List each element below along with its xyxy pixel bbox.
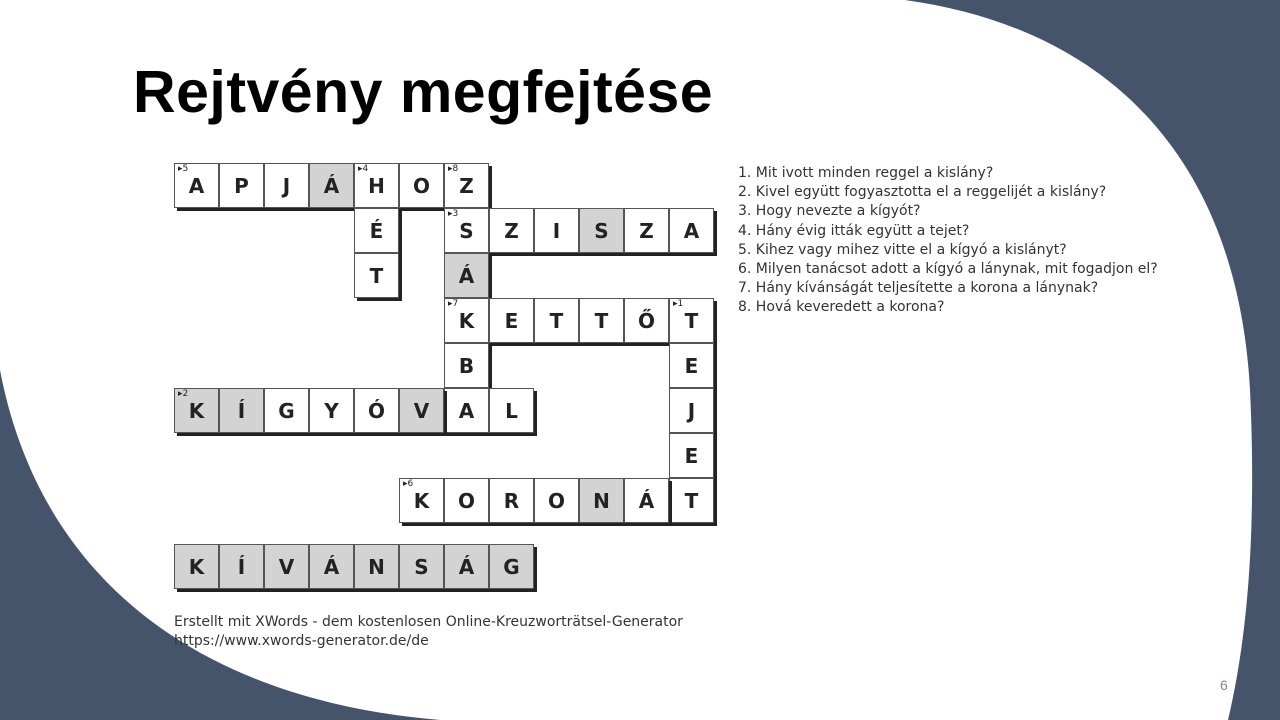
cell-letter: É bbox=[369, 218, 384, 243]
cell-letter: A bbox=[458, 398, 475, 423]
cell-letter: T bbox=[549, 308, 564, 333]
cell-letter: L bbox=[505, 398, 518, 423]
clue-number: ▸3 bbox=[448, 209, 459, 219]
cell-letter: K bbox=[188, 398, 205, 423]
clue-list bbox=[738, 164, 1158, 318]
slide-title: Rejtvény megfejtése bbox=[133, 59, 714, 125]
cell-letter: I bbox=[552, 218, 561, 243]
cell-letter: R bbox=[503, 488, 520, 513]
clue-number: ▸7 bbox=[448, 299, 459, 309]
cell-letter: P bbox=[234, 173, 249, 198]
cell-letter: Á bbox=[458, 263, 475, 288]
clue-item: 6. Milyen tanácsot adott a kígyó a lánynak, mit fogadjon el? bbox=[738, 261, 1158, 278]
cell-letter: E bbox=[684, 353, 699, 378]
cell-letter: Á bbox=[323, 173, 340, 198]
clue-number: ▸8 bbox=[448, 164, 459, 174]
cell-letter: N bbox=[368, 554, 385, 579]
cell-letter: Á bbox=[323, 554, 340, 579]
cell-letter: T bbox=[369, 263, 384, 288]
cell-letter: Ő bbox=[637, 308, 655, 333]
clue-number: ▸5 bbox=[178, 164, 189, 174]
cell-letter: T bbox=[684, 308, 699, 333]
cell-letter: S bbox=[414, 554, 429, 579]
cell-letter: T bbox=[594, 308, 609, 333]
cell-letter: B bbox=[458, 353, 475, 378]
cell-letter: Í bbox=[237, 554, 246, 579]
cell-letter: H bbox=[368, 173, 385, 198]
cell-letter: J bbox=[687, 398, 696, 423]
credit-text: Erstellt mit XWords - dem kostenlosen Online-Kreuzworträtsel-Generator bbox=[174, 614, 683, 630]
credit-url: https://www.xwords-generator.de/de bbox=[174, 633, 429, 649]
cell-letter: Á bbox=[638, 488, 655, 513]
cell-letter: Ó bbox=[367, 398, 385, 423]
cell-letter: V bbox=[278, 554, 295, 579]
clue-item: 7. Hány kívánságát teljesítette a korona a lánynak? bbox=[738, 280, 1099, 297]
cell-letter: A bbox=[683, 218, 700, 243]
cell-letter: G bbox=[278, 398, 295, 423]
clue-item: 5. Kihez vagy mihez vitte el a kígyó a kislányt? bbox=[738, 241, 1067, 258]
cell-letter: K bbox=[188, 554, 205, 579]
clue-item: 1. Mit ivott minden reggel a kislány? bbox=[738, 165, 994, 181]
cell-letter: O bbox=[457, 488, 475, 513]
clue-item: 2. Kivel együtt fogyasztotta el a reggelijét a kislány? bbox=[738, 184, 1107, 201]
cell-letter: S bbox=[594, 218, 609, 243]
cell-letter: N bbox=[593, 488, 610, 513]
cell-letter: O bbox=[547, 488, 565, 513]
cell-letter: T bbox=[684, 488, 699, 513]
cell-letter: G bbox=[503, 554, 520, 579]
cell-letter: Í bbox=[237, 398, 246, 423]
clue-item: 4. Hány évig itták együtt a tejet? bbox=[738, 222, 970, 239]
cell-letter: V bbox=[413, 398, 430, 423]
cell-letter: K bbox=[458, 308, 475, 333]
clue-item: 8. Hová keveredett a korona? bbox=[738, 299, 945, 316]
clue-number: ▸1 bbox=[673, 299, 684, 309]
cell-letter: A bbox=[188, 173, 205, 198]
cell-letter: Z bbox=[459, 173, 474, 198]
cell-letter: O bbox=[412, 173, 430, 198]
cell-letter: K bbox=[413, 488, 430, 513]
cell-letter: E bbox=[684, 443, 699, 468]
clue-number: ▸6 bbox=[403, 479, 414, 489]
cell-letter: Z bbox=[639, 218, 654, 243]
clue-number: ▸2 bbox=[178, 389, 189, 399]
clue-item: 3. Hogy nevezte a kígyót? bbox=[738, 203, 921, 220]
cell-letter: J bbox=[282, 173, 291, 198]
page-number: 6 bbox=[1220, 677, 1228, 693]
clue-number: ▸4 bbox=[358, 164, 369, 174]
cell-letter: Y bbox=[324, 398, 339, 423]
cell-letter: Á bbox=[458, 554, 475, 579]
generator-credit bbox=[174, 613, 683, 651]
cell-letter: S bbox=[459, 218, 474, 243]
cell-letter: Z bbox=[504, 218, 519, 243]
cell-letter: E bbox=[504, 308, 519, 333]
